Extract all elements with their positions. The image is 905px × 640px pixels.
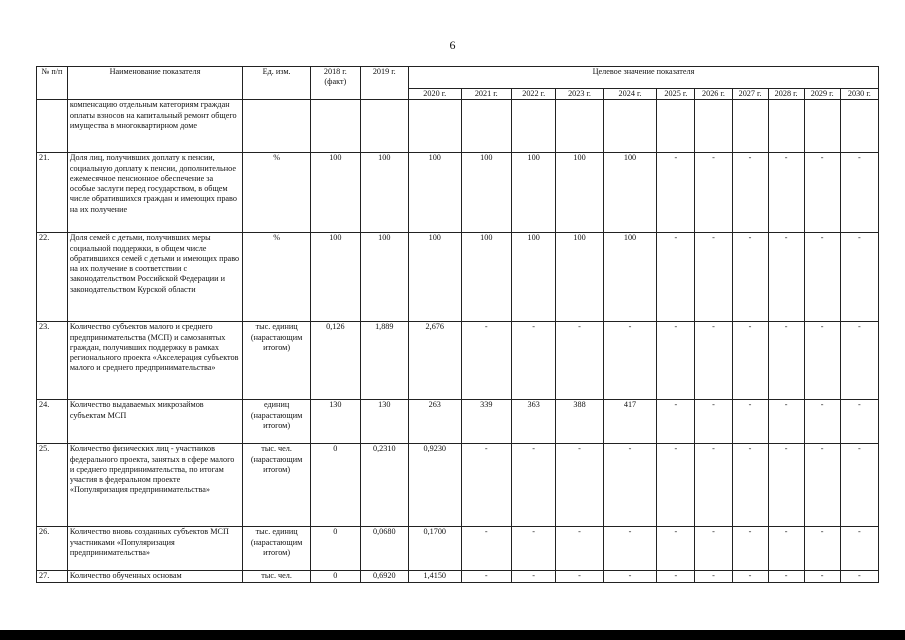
table-row xyxy=(37,571,879,582)
target-value-cell: - xyxy=(695,153,732,233)
target-value-cell: - xyxy=(768,571,804,582)
target-value-cell: - xyxy=(657,527,695,571)
row-number-cell: 21. xyxy=(37,153,68,233)
target-value-cell: - xyxy=(657,153,695,233)
target-value-cell: - xyxy=(732,527,768,571)
target-value-cell xyxy=(461,100,511,153)
header-year: 2023 г. xyxy=(556,89,603,100)
target-value-cell: - xyxy=(732,322,768,400)
row-number-cell: 23. xyxy=(37,322,68,400)
table-row xyxy=(37,527,879,571)
header-year: 2030 г. xyxy=(840,89,878,100)
row-number-cell: 22. xyxy=(37,233,68,322)
value-2019-cell: 130 xyxy=(360,400,408,444)
target-value-cell: - xyxy=(804,233,840,322)
target-value-cell: - xyxy=(512,571,556,582)
target-value-cell: - xyxy=(695,444,732,527)
target-value-cell: - xyxy=(768,400,804,444)
target-value-cell: 100 xyxy=(461,233,511,322)
target-value-cell: - xyxy=(657,233,695,322)
value-2019-cell xyxy=(360,100,408,153)
header-2019: 2019 г. xyxy=(360,67,408,100)
row-number-cell: 24. xyxy=(37,400,68,444)
target-value-cell: 1,4150 xyxy=(408,571,461,582)
table-header xyxy=(37,67,879,100)
value-2019-cell: 100 xyxy=(360,153,408,233)
target-value-cell xyxy=(804,100,840,153)
target-value-cell: - xyxy=(556,571,603,582)
target-value-cell: - xyxy=(695,400,732,444)
target-value-cell: 417 xyxy=(603,400,657,444)
header-unit: Ед. изм. xyxy=(243,67,311,100)
target-value-cell: - xyxy=(556,527,603,571)
target-value-cell: - xyxy=(768,233,804,322)
header-target: Целевое значение показателя xyxy=(408,67,878,89)
value-2019-cell: 0,6920 xyxy=(360,571,408,582)
target-value-cell: 388 xyxy=(556,400,603,444)
target-value-cell: - xyxy=(840,400,878,444)
target-value-cell xyxy=(768,100,804,153)
target-value-cell: - xyxy=(657,400,695,444)
target-value-cell: - xyxy=(840,233,878,322)
value-2019-cell: 0,2310 xyxy=(360,444,408,527)
target-value-cell: - xyxy=(804,444,840,527)
value-2018-cell: 0 xyxy=(311,444,360,527)
header-num: № п/п xyxy=(37,67,68,100)
target-value-cell xyxy=(695,100,732,153)
unit-cell xyxy=(243,100,311,153)
target-value-cell: - xyxy=(695,527,732,571)
target-value-cell: - xyxy=(768,527,804,571)
value-2019-cell: 100 xyxy=(360,233,408,322)
target-value-cell: 100 xyxy=(512,153,556,233)
target-value-cell: - xyxy=(732,153,768,233)
target-value-cell: - xyxy=(804,571,840,582)
indicator-name-cell: Количество выдаваемых микрозаймов субъектам МСП xyxy=(67,400,242,444)
target-value-cell: - xyxy=(461,444,511,527)
target-value-cell xyxy=(657,100,695,153)
target-value-cell: - xyxy=(840,527,878,571)
target-value-cell: - xyxy=(556,322,603,400)
target-value-cell: - xyxy=(732,571,768,582)
target-value-cell: 100 xyxy=(408,153,461,233)
indicators-table xyxy=(36,66,879,583)
target-value-cell: 100 xyxy=(461,153,511,233)
indicator-name-cell: Количество физических лиц - участников федерального проекта, занятых в сфере малого и среднего предпринимательства, по итогам участия в федеральном проекте «Популяризация предпринимательства» xyxy=(67,444,242,527)
value-2018-cell: 0 xyxy=(311,571,360,582)
target-value-cell: 100 xyxy=(408,233,461,322)
target-value-cell xyxy=(556,100,603,153)
target-value-cell: - xyxy=(461,322,511,400)
header-name: Наименование показателя xyxy=(67,67,242,100)
target-value-cell: 2,676 xyxy=(408,322,461,400)
table-row xyxy=(37,100,879,153)
target-value-cell: - xyxy=(603,444,657,527)
target-value-cell: - xyxy=(603,322,657,400)
target-value-cell: - xyxy=(732,444,768,527)
target-value-cell: - xyxy=(768,153,804,233)
target-value-cell: - xyxy=(804,527,840,571)
target-value-cell: 0,1700 xyxy=(408,527,461,571)
target-value-cell: 339 xyxy=(461,400,511,444)
scan-edge xyxy=(0,630,905,640)
target-value-cell: - xyxy=(804,153,840,233)
value-2018-cell: 0 xyxy=(311,527,360,571)
target-value-cell: 100 xyxy=(603,153,657,233)
header-year: 2027 г. xyxy=(732,89,768,100)
row-number-cell: 25. xyxy=(37,444,68,527)
unit-cell: тыс. единиц (нарастающим итогом) xyxy=(243,527,311,571)
table-row xyxy=(37,233,879,322)
target-value-cell xyxy=(732,100,768,153)
value-2018-cell: 130 xyxy=(311,400,360,444)
table-row xyxy=(37,400,879,444)
unit-cell: тыс. чел. (нарастающим итогом) xyxy=(243,444,311,527)
header-year: 2021 г. xyxy=(461,89,511,100)
unit-cell: % xyxy=(243,233,311,322)
target-value-cell: - xyxy=(657,571,695,582)
target-value-cell: - xyxy=(804,322,840,400)
unit-cell: единиц (нарастающим итогом) xyxy=(243,400,311,444)
target-value-cell: - xyxy=(695,233,732,322)
target-value-cell: 263 xyxy=(408,400,461,444)
table-row xyxy=(37,322,879,400)
target-value-cell: - xyxy=(732,233,768,322)
indicator-name-cell: Количество субъектов малого и среднего предпринимательства (МСП) и самозанятых граждан, получивших поддержку в рамках регионального проекта «Акселерация субъектов малого и среднего предпринимательства» xyxy=(67,322,242,400)
target-value-cell: 100 xyxy=(556,233,603,322)
target-value-cell: - xyxy=(461,571,511,582)
indicator-name-cell: Доля семей с детьми, получивших меры социальной поддержки, в общем числе обратившихся семей с детьми и имеющих право на их получение в соответствии с законодательством Российской Федерации и законодательством Курской области xyxy=(67,233,242,322)
header-year: 2028 г. xyxy=(768,89,804,100)
target-value-cell: - xyxy=(556,444,603,527)
target-value-cell xyxy=(512,100,556,153)
target-value-cell: 100 xyxy=(603,233,657,322)
target-value-cell xyxy=(603,100,657,153)
table-row xyxy=(37,444,879,527)
unit-cell: тыс. чел. xyxy=(243,571,311,582)
indicator-name-cell: компенсацию отдельным категориям граждан оплаты взносов на капитальный ремонт общего имущества в многоквартирном доме xyxy=(67,100,242,153)
target-value-cell: - xyxy=(695,322,732,400)
target-value-cell: 100 xyxy=(556,153,603,233)
target-value-cell: - xyxy=(603,571,657,582)
header-year: 2022 г. xyxy=(512,89,556,100)
target-value-cell: - xyxy=(512,322,556,400)
table-row xyxy=(37,153,879,233)
target-value-cell: - xyxy=(657,444,695,527)
header-year: 2020 г. xyxy=(408,89,461,100)
row-number-cell xyxy=(37,100,68,153)
target-value-cell: - xyxy=(768,322,804,400)
row-number-cell: 26. xyxy=(37,527,68,571)
page-number: 6 xyxy=(449,38,456,52)
target-value-cell: - xyxy=(840,444,878,527)
target-value-cell: - xyxy=(840,322,878,400)
value-2018-cell xyxy=(311,100,360,153)
target-value-cell: - xyxy=(603,527,657,571)
target-value-cell: - xyxy=(840,571,878,582)
target-value-cell: - xyxy=(695,571,732,582)
row-number-cell: 27. xyxy=(37,571,68,582)
target-value-cell: - xyxy=(512,527,556,571)
indicator-name-cell: Количество вновь созданных субъектов МСП участниками «Популяризация предпринимательства» xyxy=(67,527,242,571)
indicator-name-cell: Количество обученных основам xyxy=(67,571,242,582)
header-year: 2024 г. xyxy=(603,89,657,100)
target-value-cell: - xyxy=(657,322,695,400)
header-2018: 2018 г. (факт) xyxy=(311,67,360,100)
target-value-cell: 363 xyxy=(512,400,556,444)
target-value-cell: - xyxy=(804,400,840,444)
value-2019-cell: 1,889 xyxy=(360,322,408,400)
target-value-cell: - xyxy=(840,153,878,233)
table-body xyxy=(37,100,879,582)
target-value-cell xyxy=(840,100,878,153)
target-value-cell: - xyxy=(512,444,556,527)
target-value-cell: 100 xyxy=(512,233,556,322)
target-value-cell: 0,9230 xyxy=(408,444,461,527)
header-year: 2029 г. xyxy=(804,89,840,100)
header-year: 2026 г. xyxy=(695,89,732,100)
value-2019-cell: 0,0680 xyxy=(360,527,408,571)
indicator-name-cell: Доля лиц, получивших доплату к пенсии, социальную доплату к пенсии, дополнительное ежемесячное пенсионное обеспечение за особые заслуги перед государством, в общем числе обратившихся граждан и имеющих право на их получение xyxy=(67,153,242,233)
unit-cell: тыс. единиц (нарастающим итогом) xyxy=(243,322,311,400)
header-year: 2025 г. xyxy=(657,89,695,100)
target-value-cell: - xyxy=(461,527,511,571)
unit-cell: % xyxy=(243,153,311,233)
value-2018-cell: 100 xyxy=(311,153,360,233)
target-value-cell: - xyxy=(768,444,804,527)
value-2018-cell: 0,126 xyxy=(311,322,360,400)
target-value-cell xyxy=(408,100,461,153)
value-2018-cell: 100 xyxy=(311,233,360,322)
target-value-cell: - xyxy=(732,400,768,444)
